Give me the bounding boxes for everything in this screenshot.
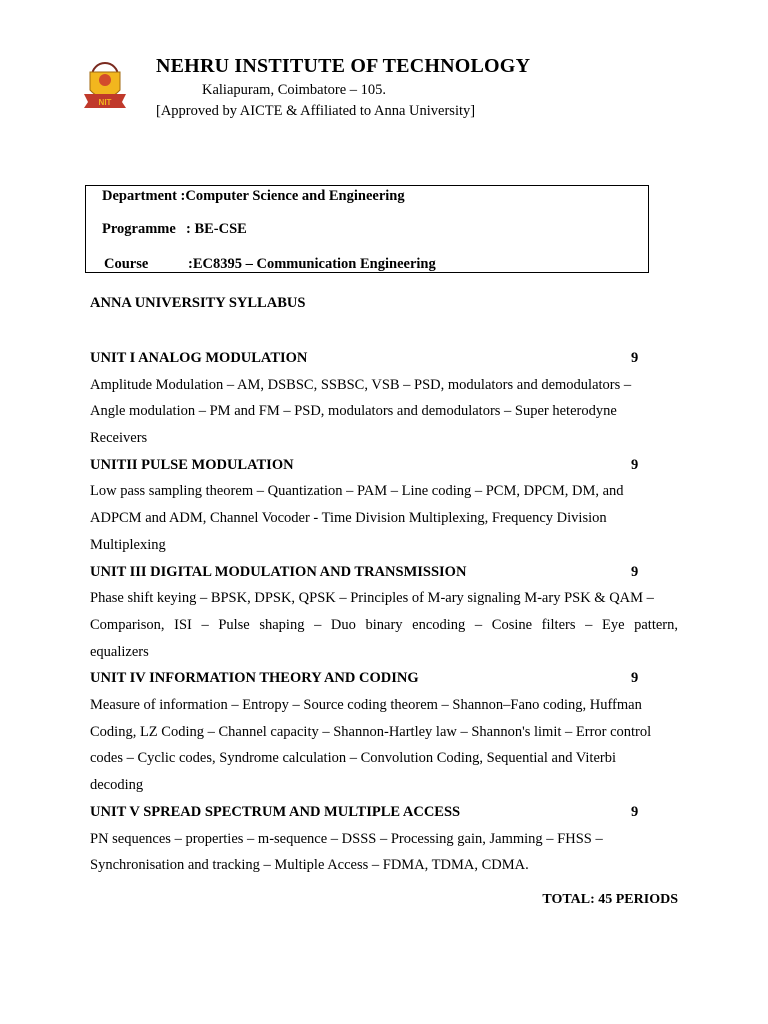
unit-line: Phase shift keying – BPSK, DPSK, QPSK – Principles of M-ary signaling M-ary PSK & QAM –: [90, 590, 654, 607]
department-row: [102, 188, 405, 205]
course-value: :EC8395 – Communication Engineering: [188, 256, 436, 272]
programme-row: [102, 221, 247, 238]
department-value: Computer Science and Engineering: [185, 188, 405, 204]
college-emblem-icon: [80, 60, 130, 112]
unit-line: Amplitude Modulation – AM, DSBSC, SSBSC, VSB – PSD, modulators and demodulators –: [90, 376, 632, 393]
unit-hours: 9: [631, 563, 639, 580]
unit-line: Comparison, ISI – Pulse shaping – Duo binary encoding – Cosine filters – Eye pattern,: [90, 616, 678, 633]
unit-line: Low pass sampling theorem – Quantization – PAM – Line coding – PCM, DPCM, DM, and: [90, 483, 624, 500]
unit-hours: 9: [631, 350, 639, 366]
unit-title: UNIT IV INFORMATION THEORY AND CODING: [90, 670, 419, 687]
programme-label: Programme: [102, 221, 176, 237]
unit-2: [90, 452, 678, 559]
unit-heading: [90, 799, 678, 826]
unit-line: ADPCM and ADM, Channel Vocoder - Time Division Multiplexing, Frequency Division: [90, 510, 607, 527]
programme-value: : BE-CSE: [186, 221, 247, 237]
total-periods: TOTAL: 45 PERIODS: [542, 892, 678, 907]
unit-heading: [90, 345, 678, 372]
unit-title: UNIT V SPREAD SPECTRUM AND MULTIPLE ACCESS: [90, 803, 461, 820]
unit-line: codes – Cyclic codes, Syndrome calculation – Convolution Coding, Sequential and Viterbi: [90, 750, 617, 767]
logo-text: NIT: [98, 98, 112, 107]
course-info-box: [85, 185, 649, 273]
unit-line: Multiplexing: [90, 536, 166, 553]
unit-heading: [90, 559, 678, 586]
unit-title: UNIT I ANALOG MODULATION: [90, 350, 308, 366]
unit-line: Synchronisation and tracking – Multiple Access – FDMA, TDMA, CDMA.: [90, 857, 529, 874]
unit-heading: [90, 452, 678, 479]
units-list: [90, 345, 678, 879]
unit-content: [90, 692, 678, 799]
unit-hours: 9: [631, 670, 639, 687]
unit-content: [90, 372, 678, 452]
unit-title: UNITII PULSE MODULATION: [90, 456, 294, 473]
unit-hours: 9: [631, 803, 639, 820]
unit-line: Receivers: [90, 430, 148, 447]
unit-5: [90, 799, 678, 879]
unit-1: [90, 345, 678, 452]
department-label: Department :: [102, 188, 186, 204]
unit-4: [90, 665, 678, 799]
unit-line: Coding, LZ Coding – Channel capacity – Shannon-Hartley law – Shannon's limit – Error control: [90, 723, 652, 740]
unit-content: [90, 478, 678, 558]
institution-name: NEHRU INSTITUTE OF TECHNOLOGY: [156, 55, 531, 77]
unit-content: [90, 826, 678, 879]
syllabus-heading: ANNA UNIVERSITY SYLLABUS: [90, 295, 306, 311]
unit-line: equalizers: [90, 643, 149, 660]
unit-title: UNIT III DIGITAL MODULATION AND TRANSMISSION: [90, 563, 467, 580]
unit-hours: 9: [631, 456, 639, 473]
unit-line: Measure of information – Entropy – Source coding theorem – Shannon–Fano coding, Huffman: [90, 697, 642, 714]
institution-affiliation: [Approved by AICTE & Affiliated to Anna University]: [156, 103, 476, 119]
unit-heading: [90, 665, 678, 692]
unit-3: [90, 559, 678, 666]
unit-line: decoding: [90, 777, 144, 794]
course-row: [104, 256, 436, 273]
unit-line: PN sequences – properties – m-sequence – DSSS – Processing gain, Jamming – FHSS –: [90, 830, 603, 847]
course-label: Course: [104, 256, 149, 272]
unit-content: [90, 585, 678, 665]
institution-address: Kaliapuram, Coimbatore – 105.: [202, 82, 387, 98]
unit-line: Angle modulation – PM and FM – PSD, modulators and demodulators – Super heterodyne: [90, 403, 617, 420]
